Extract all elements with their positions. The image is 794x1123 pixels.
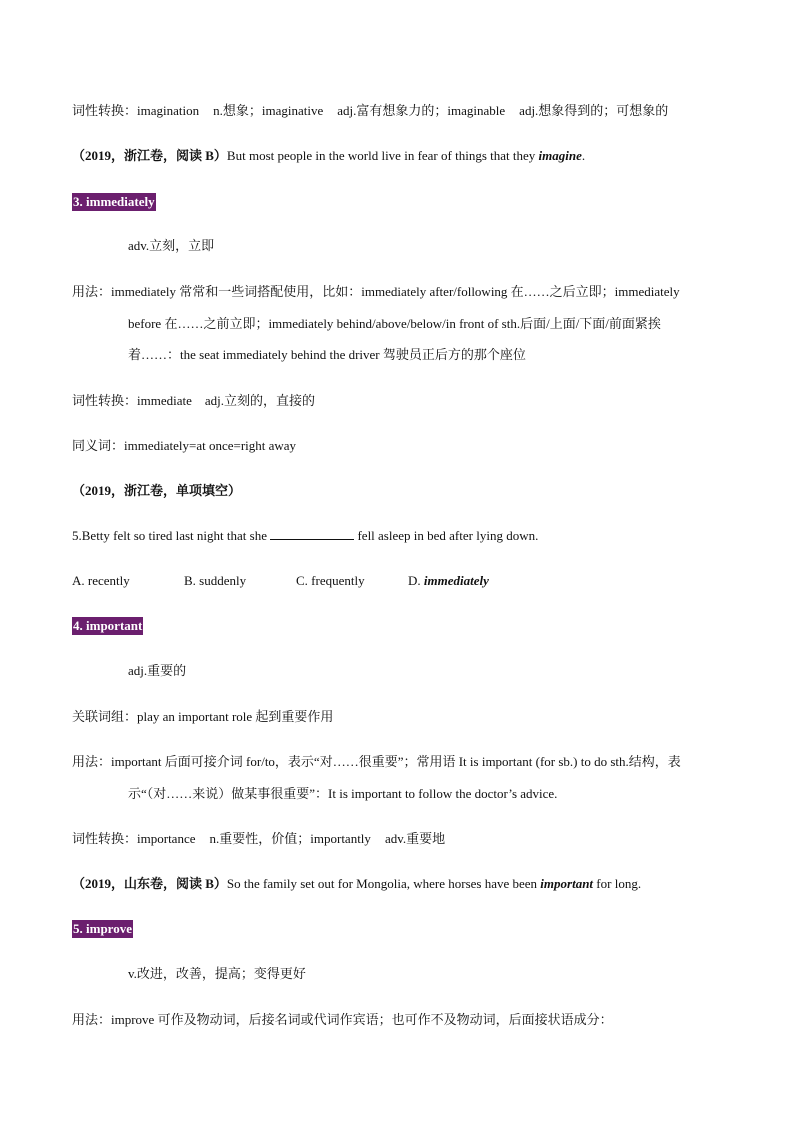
word-conversion-line	[72, 829, 734, 849]
synonym-line: 同义词：immediately=at once=right away	[72, 438, 297, 453]
example-source: （2019，浙江卷，阅读 B）	[72, 148, 227, 163]
derived-word-definition: adv.重要地	[384, 831, 446, 846]
usage-line: 用法：improve 可作及物动词，后接名词或代词作宾语；也可作不及物动词，后面接状语成分：	[72, 1012, 613, 1027]
section-heading-row	[72, 919, 734, 939]
derived-word-definition: n.重要性，价值；	[209, 831, 311, 846]
derived-word-definition: adj.富有想象力的；	[337, 103, 448, 118]
derived-word: imagination	[137, 103, 200, 118]
example-source: （2019，浙江卷，单项填空）	[72, 483, 242, 498]
example-text-end: for long.	[593, 876, 642, 891]
example-keyword: imagine	[538, 148, 582, 163]
example-sentence	[72, 874, 734, 894]
word-conversion-line: 词性转换：immediate adj.立刻的，直接的	[72, 393, 316, 408]
question-text: 5.Betty felt so tired last night that she	[72, 528, 271, 543]
usage-line: 着……：the seat immediately behind the driver 驾驶员正后方的那个座位	[128, 347, 526, 362]
conversion-label: 词性转换：	[72, 831, 138, 846]
section-heading-important: 4. important	[73, 618, 143, 633]
usage-line: before 在……之前立即；immediately behind/above/below/in front of sth.后面/上面/下面/前面紧挨	[128, 316, 661, 331]
option-a: A. recently	[72, 573, 130, 588]
question-stem	[72, 526, 734, 546]
example-text: So the family set out for Mongolia, where horses have been	[226, 876, 541, 891]
derived-word: imaginable	[447, 103, 506, 118]
option-b: B. suddenly	[184, 573, 247, 588]
example-source: （2019，山东卷，阅读 B）	[72, 876, 227, 891]
definition: adj.重要的	[128, 663, 187, 678]
usage-line: 示“（对……来说）做某事很重要”：It is important to follow the doctor’s advice.	[128, 786, 558, 801]
section-heading-improve: 5. improve	[73, 921, 132, 936]
derived-word: importantly	[310, 831, 371, 846]
related-phrase: 关联词组：play an important role 起到重要作用	[72, 709, 334, 724]
usage-line: 用法：important 后面可接介词 for/to，表示“对……很重要”；常用语 It is important (for sb.) to do sth.结构，表	[72, 754, 681, 769]
derived-word: importance	[137, 831, 196, 846]
derived-word-definition: n.想象；	[213, 103, 262, 118]
definition: adv.立刻，立即	[128, 238, 215, 253]
option-d-answer: immediately	[423, 573, 489, 588]
definition: v.改进，改善，提高；变得更好	[128, 966, 306, 981]
option-d-label: D.	[408, 573, 424, 588]
usage-line: 用法：immediately 常常和一些词搭配使用，比如：immediately after/following 在……之后立即；immediately	[72, 284, 680, 299]
example-text-end: .	[581, 148, 586, 163]
derived-word: imaginative	[261, 103, 324, 118]
answer-blank	[270, 527, 354, 540]
example-text: But most people in the world live in fear of things that they	[226, 148, 539, 163]
example-keyword: important	[540, 876, 594, 891]
word-conversion-line	[72, 101, 734, 121]
option-c: C. frequently	[296, 573, 365, 588]
section-heading-row	[72, 616, 734, 636]
derived-word-definition: adj.想象得到的；可想象的	[519, 103, 669, 118]
conversion-label: 词性转换：	[72, 103, 138, 118]
example-sentence	[72, 146, 734, 166]
section-heading-row	[72, 192, 734, 212]
answer-options	[72, 571, 734, 591]
section-heading-immediately: 3. immediately	[73, 194, 155, 209]
question-text-end: fell asleep in bed after lying down.	[354, 528, 539, 543]
